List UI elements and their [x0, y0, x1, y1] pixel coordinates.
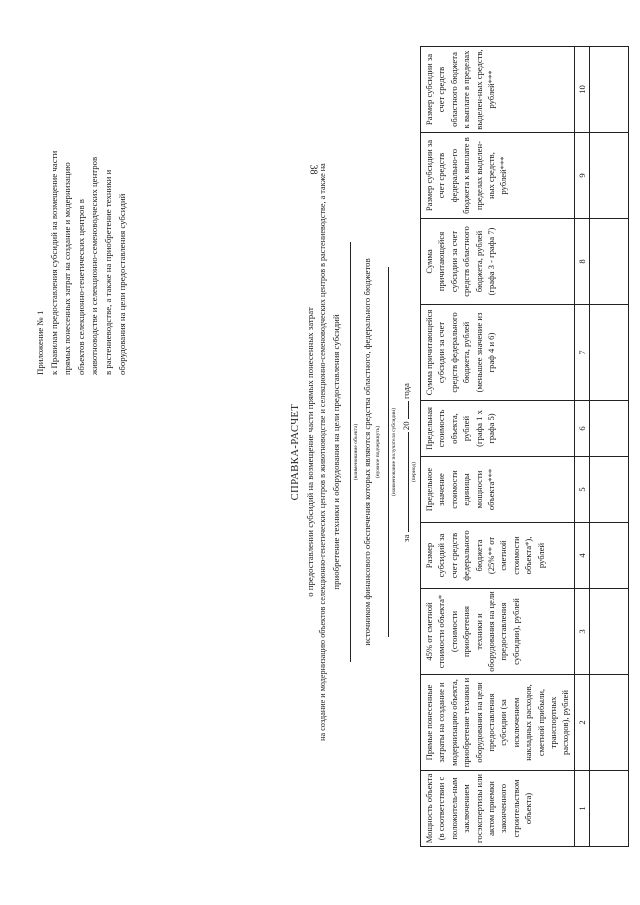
period-row [399, 383, 411, 542]
object-name-hint: (наименование объекта) [353, 423, 359, 481]
underline-hint: (нужное подчеркнуть) [375, 425, 381, 479]
column-header: Прямые понесенные затраты на создание и модернизацию объекта, приобретение техники и оборудования на цели предоставления субсидии (за исключением накладных расходов, сметной прибыли, транспортных расходов), рублей [421, 675, 575, 771]
column-number: 10 [574, 47, 589, 133]
form-title: СПРАВКА-РАСЧЕТ [290, 403, 301, 501]
form-subtitle-line: о предоставлении субсидий на возмещение части прямых понесенных затрат [305, 307, 315, 597]
column-header: Размер субсидий за счет средств федерального бюджета (25%** от сметной стоимости объекта*), рублей [421, 523, 575, 589]
financing-source-text: источником финансового обеспечения которых являются средства областного, федерального бюджетов [362, 258, 372, 646]
recipient-hint: (наименование получателя субсидии) [391, 408, 397, 496]
column-number: 2 [574, 675, 589, 771]
table-cell [589, 133, 628, 219]
appendix-line: к Правилам предоставления субсидий на возмещение части [48, 150, 59, 375]
column-number-row [574, 47, 589, 847]
table-cell [589, 771, 628, 847]
table-cell [589, 589, 628, 675]
column-header: Мощность объекта (в соответствии с положитель-ным заключением госэкспертизы или актом приемки законченного строительством объекта) [421, 771, 575, 847]
period-year-suffix: года [401, 383, 411, 399]
period-year-prefix: 20 [401, 421, 411, 431]
appendix-line: объектов селекционно-генетических центров в [75, 199, 86, 375]
table-row [589, 47, 628, 847]
appendix-line: в растениеводстве, а также на приобретение техники и [102, 169, 113, 375]
appendix-line: Приложение № 1 [35, 310, 45, 375]
form-subtitle-line: приобретение техники и оборудования на цели предоставления субсидий [331, 314, 341, 590]
period-blank [399, 432, 409, 532]
object-name-line [350, 242, 351, 662]
appendix-line: оборудования на цели предоставления субсидий [116, 193, 127, 375]
appendix-line: прямых понесенных затрат на создание и модернизацию [62, 162, 73, 375]
column-number: 5 [574, 457, 589, 523]
form-subtitle-line: на создание и модернизацию объектов селекционно-генетических центров в животноводстве и селекционно-семеноводческих центров в растениеводстве, а также на [318, 163, 327, 741]
table-cell [589, 457, 628, 523]
table-header-row [421, 47, 575, 847]
appendix-line: животноводстве и селекционно-семеноводческих центров [89, 156, 100, 375]
column-header: Предельное значение стоимости единицы мощности объекта*** [421, 457, 575, 523]
column-number: 7 [574, 305, 589, 401]
column-number: 6 [574, 401, 589, 457]
column-number: 8 [574, 219, 589, 305]
rotated-document [0, 17, 640, 887]
year-blank [399, 401, 409, 419]
column-number: 4 [574, 523, 589, 589]
column-header: Размер субсидии за счет средств федерально-го бюджета к выплате в пределах выделен-ных средств, рублей*** [421, 133, 575, 219]
appendix-note [34, 27, 129, 375]
table-cell [589, 401, 628, 457]
column-header: 45% от сметной стоимости объекта* (стоимости приобретения техники и оборудования на цели предоставления субсидии), рублей [421, 589, 575, 675]
column-header: Предельная стоимость объекта, рублей (графа 1 х графа 5) [421, 401, 575, 457]
column-number: 3 [574, 589, 589, 675]
column-header: Сумма причитающейся субсидии за счет средств областного бюджета, рублей (графа 3 - графа 7) [421, 219, 575, 305]
calculation-table [420, 46, 629, 847]
column-header: Сумма причитающейся субсидии за счет средств федерального бюджета, рублей (меньшее значение из граф 4 и 6) [421, 305, 575, 401]
table-cell [589, 675, 628, 771]
table-cell [589, 523, 628, 589]
table-cell [589, 305, 628, 401]
page-number: 38 [307, 164, 319, 175]
recipient-line [388, 267, 389, 637]
column-header: Размер субсидии за счет средств областного бюджета к выплате в пределах выделен-ных средств, рублей*** [421, 47, 575, 133]
column-number: 1 [574, 771, 589, 847]
period-za-label: за [401, 534, 411, 542]
table-cell [589, 219, 628, 305]
column-number: 9 [574, 133, 589, 219]
period-hint: (период) [411, 461, 417, 483]
table-cell [589, 47, 628, 133]
